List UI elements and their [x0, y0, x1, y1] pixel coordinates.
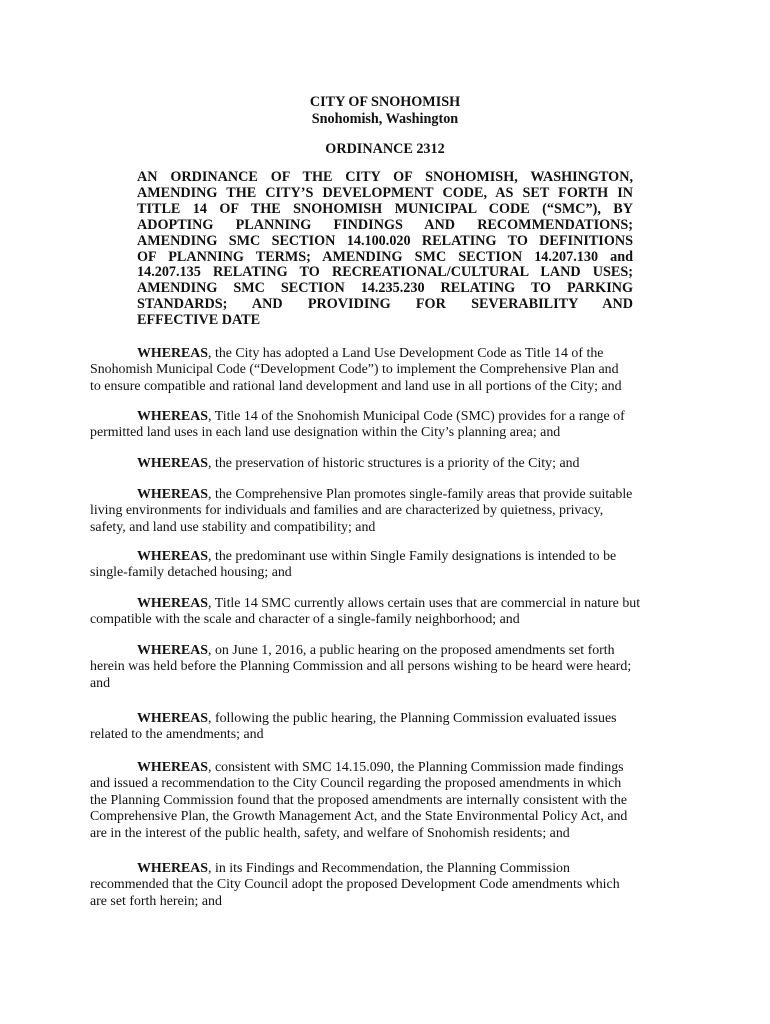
paragraph-text: , Title 14 of the Snohomish Municipal Code (SMC) provides for a range of — [208, 409, 625, 424]
paragraph-text: , consistent with SMC 14.15.090, the Planning Commission made findings — [208, 760, 624, 775]
paragraph-text: , the predominant use within Single Family designations is intended to be — [208, 549, 617, 564]
whereas-paragraph — [90, 487, 690, 536]
whereas-paragraph — [90, 409, 690, 442]
paragraph-first-line — [90, 596, 690, 612]
paragraph-text: , following the public hearing, the Planning Commission evaluated issues — [208, 711, 617, 726]
paragraph-line: the Planning Commission found that the proposed amendments are internally consistent with the — [90, 792, 628, 808]
whereas-paragraph — [90, 711, 690, 744]
title-line: OF PLANNING TERMS; AMENDING SMC SECTION 14.207.130 and — [137, 248, 633, 265]
title-line: AMENDING SMC SECTION 14.100.020 RELATING TO DEFINITIONS — [137, 232, 633, 249]
city-location: Snohomish, Washington — [311, 110, 459, 127]
whereas-paragraph — [90, 643, 690, 692]
whereas-label: WHEREAS — [137, 760, 209, 775]
paragraph-line: related to the amendments; and — [90, 727, 264, 743]
title-line: EFFECTIVE DATE — [137, 312, 261, 329]
paragraph-text: , the preservation of historic structures is a priority of the City; and — [208, 456, 580, 471]
whereas-paragraph — [90, 861, 690, 910]
whereas-paragraph — [90, 346, 690, 395]
whereas-label: WHEREAS — [137, 596, 209, 611]
paragraph-text: , the City has adopted a Land Use Development Code as Title 14 of the — [208, 346, 604, 361]
paragraph-first-line — [90, 487, 690, 503]
paragraph-line: compatible with the scale and character of a single-family neighborhood; and — [90, 612, 520, 628]
paragraph-text: , the Comprehensive Plan promotes single-family areas that provide suitable — [208, 487, 633, 502]
title-line: AN ORDINANCE OF THE CITY OF SNOHOMISH, WASHINGTON, — [137, 169, 633, 185]
paragraph-line: are in the interest of the public health, safety, and welfare of Snohomish residents; and — [90, 825, 570, 841]
paragraph-line: living environments for individuals and families and are characterized by quietness, privacy, — [90, 503, 604, 519]
title-line: TITLE 14 OF THE SNOHOMISH MUNICIPAL CODE (“SMC”), BY — [137, 200, 633, 217]
paragraph-line: herein was held before the Planning Commission and all persons wishing to be heard were heard; — [90, 659, 632, 675]
paragraph-line: and issued a recommendation to the City Council regarding the proposed amendments in which — [90, 776, 622, 792]
paragraph-line: and — [90, 675, 111, 691]
whereas-paragraph — [90, 760, 690, 842]
paragraph-line: safety, and land use stability and compatibility; and — [90, 519, 376, 535]
paragraph-line: recommended that the City Council adopt the proposed Development Code amendments which — [90, 877, 620, 893]
paragraph-line: to ensure compatible and rational land development and land use in all portions of the City; and — [90, 378, 622, 394]
title-line: STANDARDS; AND PROVIDING FOR SEVERABILITY AND — [137, 296, 633, 313]
paragraph-text: , on June 1, 2016, a public hearing on the proposed amendments set forth — [208, 643, 615, 658]
paragraph-text: , Title 14 SMC currently allows certain uses that are commercial in nature but — [208, 596, 641, 611]
title-line: 14.207.135 RELATING TO RECREATIONAL/CULTURAL LAND USES; — [137, 264, 633, 281]
ordinance-number: ORDINANCE 2312 — [325, 141, 445, 157]
document-header — [0, 94, 770, 127]
ordinance-title — [137, 170, 633, 329]
paragraph-line: Snohomish Municipal Code (“Development Code”) to implement the Comprehensive Plan and — [90, 362, 619, 378]
whereas-paragraph — [90, 549, 690, 582]
paragraph-line: single-family detached housing; and — [90, 565, 292, 581]
whereas-label: WHEREAS — [137, 487, 209, 502]
whereas-paragraph — [90, 596, 690, 629]
paragraph-first-line — [90, 456, 690, 472]
whereas-label: WHEREAS — [137, 456, 209, 471]
whereas-label: WHEREAS — [137, 711, 209, 726]
paragraph-first-line — [90, 643, 690, 659]
title-line: ADOPTING PLANNING FINDINGS AND RECOMMENDATIONS; — [137, 216, 633, 233]
whereas-label: WHEREAS — [137, 409, 209, 424]
paragraph-line: permitted land uses in each land use designation within the City’s planning area; and — [90, 425, 561, 441]
paragraph-first-line — [90, 549, 690, 565]
city-name: CITY OF SNOHOMISH — [309, 94, 461, 110]
paragraph-first-line — [90, 711, 690, 727]
whereas-label: WHEREAS — [137, 643, 209, 658]
title-line: AMENDING THE CITY’S DEVELOPMENT CODE, AS SET FORTH IN — [137, 184, 633, 201]
paragraph-line: are set forth herein; and — [90, 893, 222, 909]
paragraph-first-line — [90, 861, 690, 877]
title-line: AMENDING SMC SECTION 14.235.230 RELATING TO PARKING — [137, 280, 633, 297]
whereas-label: WHEREAS — [137, 549, 209, 564]
whereas-label: WHEREAS — [137, 346, 209, 361]
whereas-paragraph — [90, 456, 690, 472]
paragraph-first-line — [90, 760, 690, 776]
paragraph-first-line — [90, 409, 690, 425]
paragraph-line: Comprehensive Plan, the Growth Management Act, and the State Environmental Policy Act, and — [90, 809, 628, 825]
paragraph-text: , in its Findings and Recommendation, the Planning Commission — [208, 861, 570, 876]
paragraph-first-line — [90, 346, 690, 362]
whereas-label: WHEREAS — [137, 861, 209, 876]
